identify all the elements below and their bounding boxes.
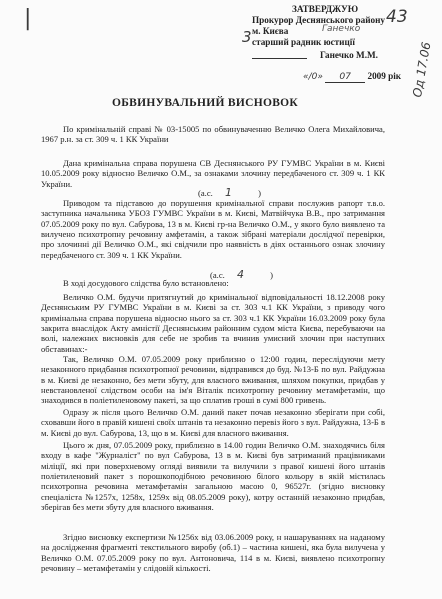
paragraph-expertise: Згідно висновку експертизи №1256х від 03.06.2009 року, н нашаруваннях на наданому на дослідження фрагменті текстильного виробу (об.1) – частина кишені, яка була вилучена у Величко О.М. 07.05.2009 року по вул. Антоновича, 114 в м. Києві, виявлено психотропну речовину – метамфетамін у слідовій кількості. [41,532,385,574]
document-title: ОБВИНУВАЛЬНИЙ ВИСНОВОК [112,97,299,109]
paragraph-intro: По кримінальній справі № 03-15005 по обвинуваченню Величко Олега Михайловича, 1967 р.н. за ст. 309 ч. 1 КК України [41,124,385,145]
date-month: 07 [325,71,365,83]
vertical-note: Од 17.06 [410,40,434,99]
approval-heading: ЗАТВЕРДЖУЮ [292,4,359,14]
date-year: 2009 рік [367,71,402,81]
paragraph-storage: Одразу ж після цього Величко О.М. даний пакет почав незаконно зберігати при собі, сховавши його в правій кишені своїх штанів та незаконно перевіз його з вул. Райдужна, 13-Б в м. Києві до вул. Сабурова, 13, що в м. Києві для власного вживання. [41,407,385,438]
paragraph-background: Величко О.М. будучи притягнутий до кримінальної відповідальності 18.12.2008 року Деснянським РУ ГУМВС України в м. Києві за ст. 303 ч.1 КК України, з приводу чого кримінальна справа порушена відносно нього за ст. 303 ч.1 КК України 16.03.2009 року була закрита внаслідок Акту амністії Деснянським районним судом міста Києва, перебуваючи на волі, належних висновків для себе не зробив та вчинив умисний злочин при наступних обставинах:- [41,292,385,354]
paragraph-detention: Цього ж дня, 07.05.2009 року, приблизно в 14.00 годин Величко О.М. знаходячись біля входу в кафе "Журналіст" по вул Сабурова, 13 в м. Києві був затриманий працівниками міліції, які при поверхневому огляді виявили та вилучили з правої кишені його штанів поліетиленовий пакет з порошкоподібною речовиною білого кольору в якій містилась психотропна речовина метамфетамін загальною масою 0, 96527г. (згідно висновку спеціаліста №1257х, 1258х, 1259х від 08.05.2009 року), котру останній незаконно придбав, зберігав без мети збуту для власного вживання. [41,440,385,513]
paragraph-grounds: Приводом та підставою до порушення кримінальної справи послужив рапорт т.в.о. заступника начальника УБОЗ ГУМВС України в м. Києві, Матвійчука В.В., про затримання 07.05.2009 року по вул. Сабурова, 13 в м. Києві гр-на Величко О.М., у якого було виявлено та вилучено психотропну речовину амфетамін, а також зібрані матеріали дослідчої перевірки, про злочинні дії Величко О.М., які свідчили про наявність в діях останнього ознак злочину передбаченого ст. 309 ч. 1 КК України. [41,198,385,260]
approval-line2: м. Києва [252,26,289,36]
approval-name: Ганечко М.М. [320,50,378,60]
case-sheet-ref-1: (а.с. 1 ) [198,186,261,199]
signature-handwritten: Ганечко [322,24,361,34]
date-day: «/0» [303,72,323,82]
signature-line [252,58,307,59]
approval-line3: старший радник юстиції [252,37,355,47]
case-sheet-ref-2: (а.с. 4 ) [210,268,273,281]
paragraph-purchase: Так, Величко О.М. 07.05.2009 року приблизно о 12:00 годин, переслідуючи мету незаконного придбання психотропної речовини, відправився до буд. №13-Б по вул. Райдужна в м. Києві де незаконно, без мети збуту, для власного вживання, шляхом покупки, придбав у невстановленої слідством особи на ім'я Віталік психотропну речовину метамфетамін, що знаходився в поліетиленовому пакеті, за що сплатив гроші в сумі 800 гривень. [41,354,385,406]
handwritten-number: 3 [242,28,252,46]
date-line [303,71,401,83]
paragraph-case: Дана кримінальна справа порушена СВ Деснянського РУ ГУМВС України в м. Києві 10.05.2009 року відносно Величко О.М., за ознаками злочину передбаченого ст. 309 ч. 1 КК України. [41,158,385,189]
margin-mark: | [24,6,32,31]
page-number-handwritten: 43 [386,7,408,27]
paragraph-established: В ході досудового слідства було встановлено: [63,278,229,288]
approval-line1: Прокурор Деснянського району [252,15,385,25]
